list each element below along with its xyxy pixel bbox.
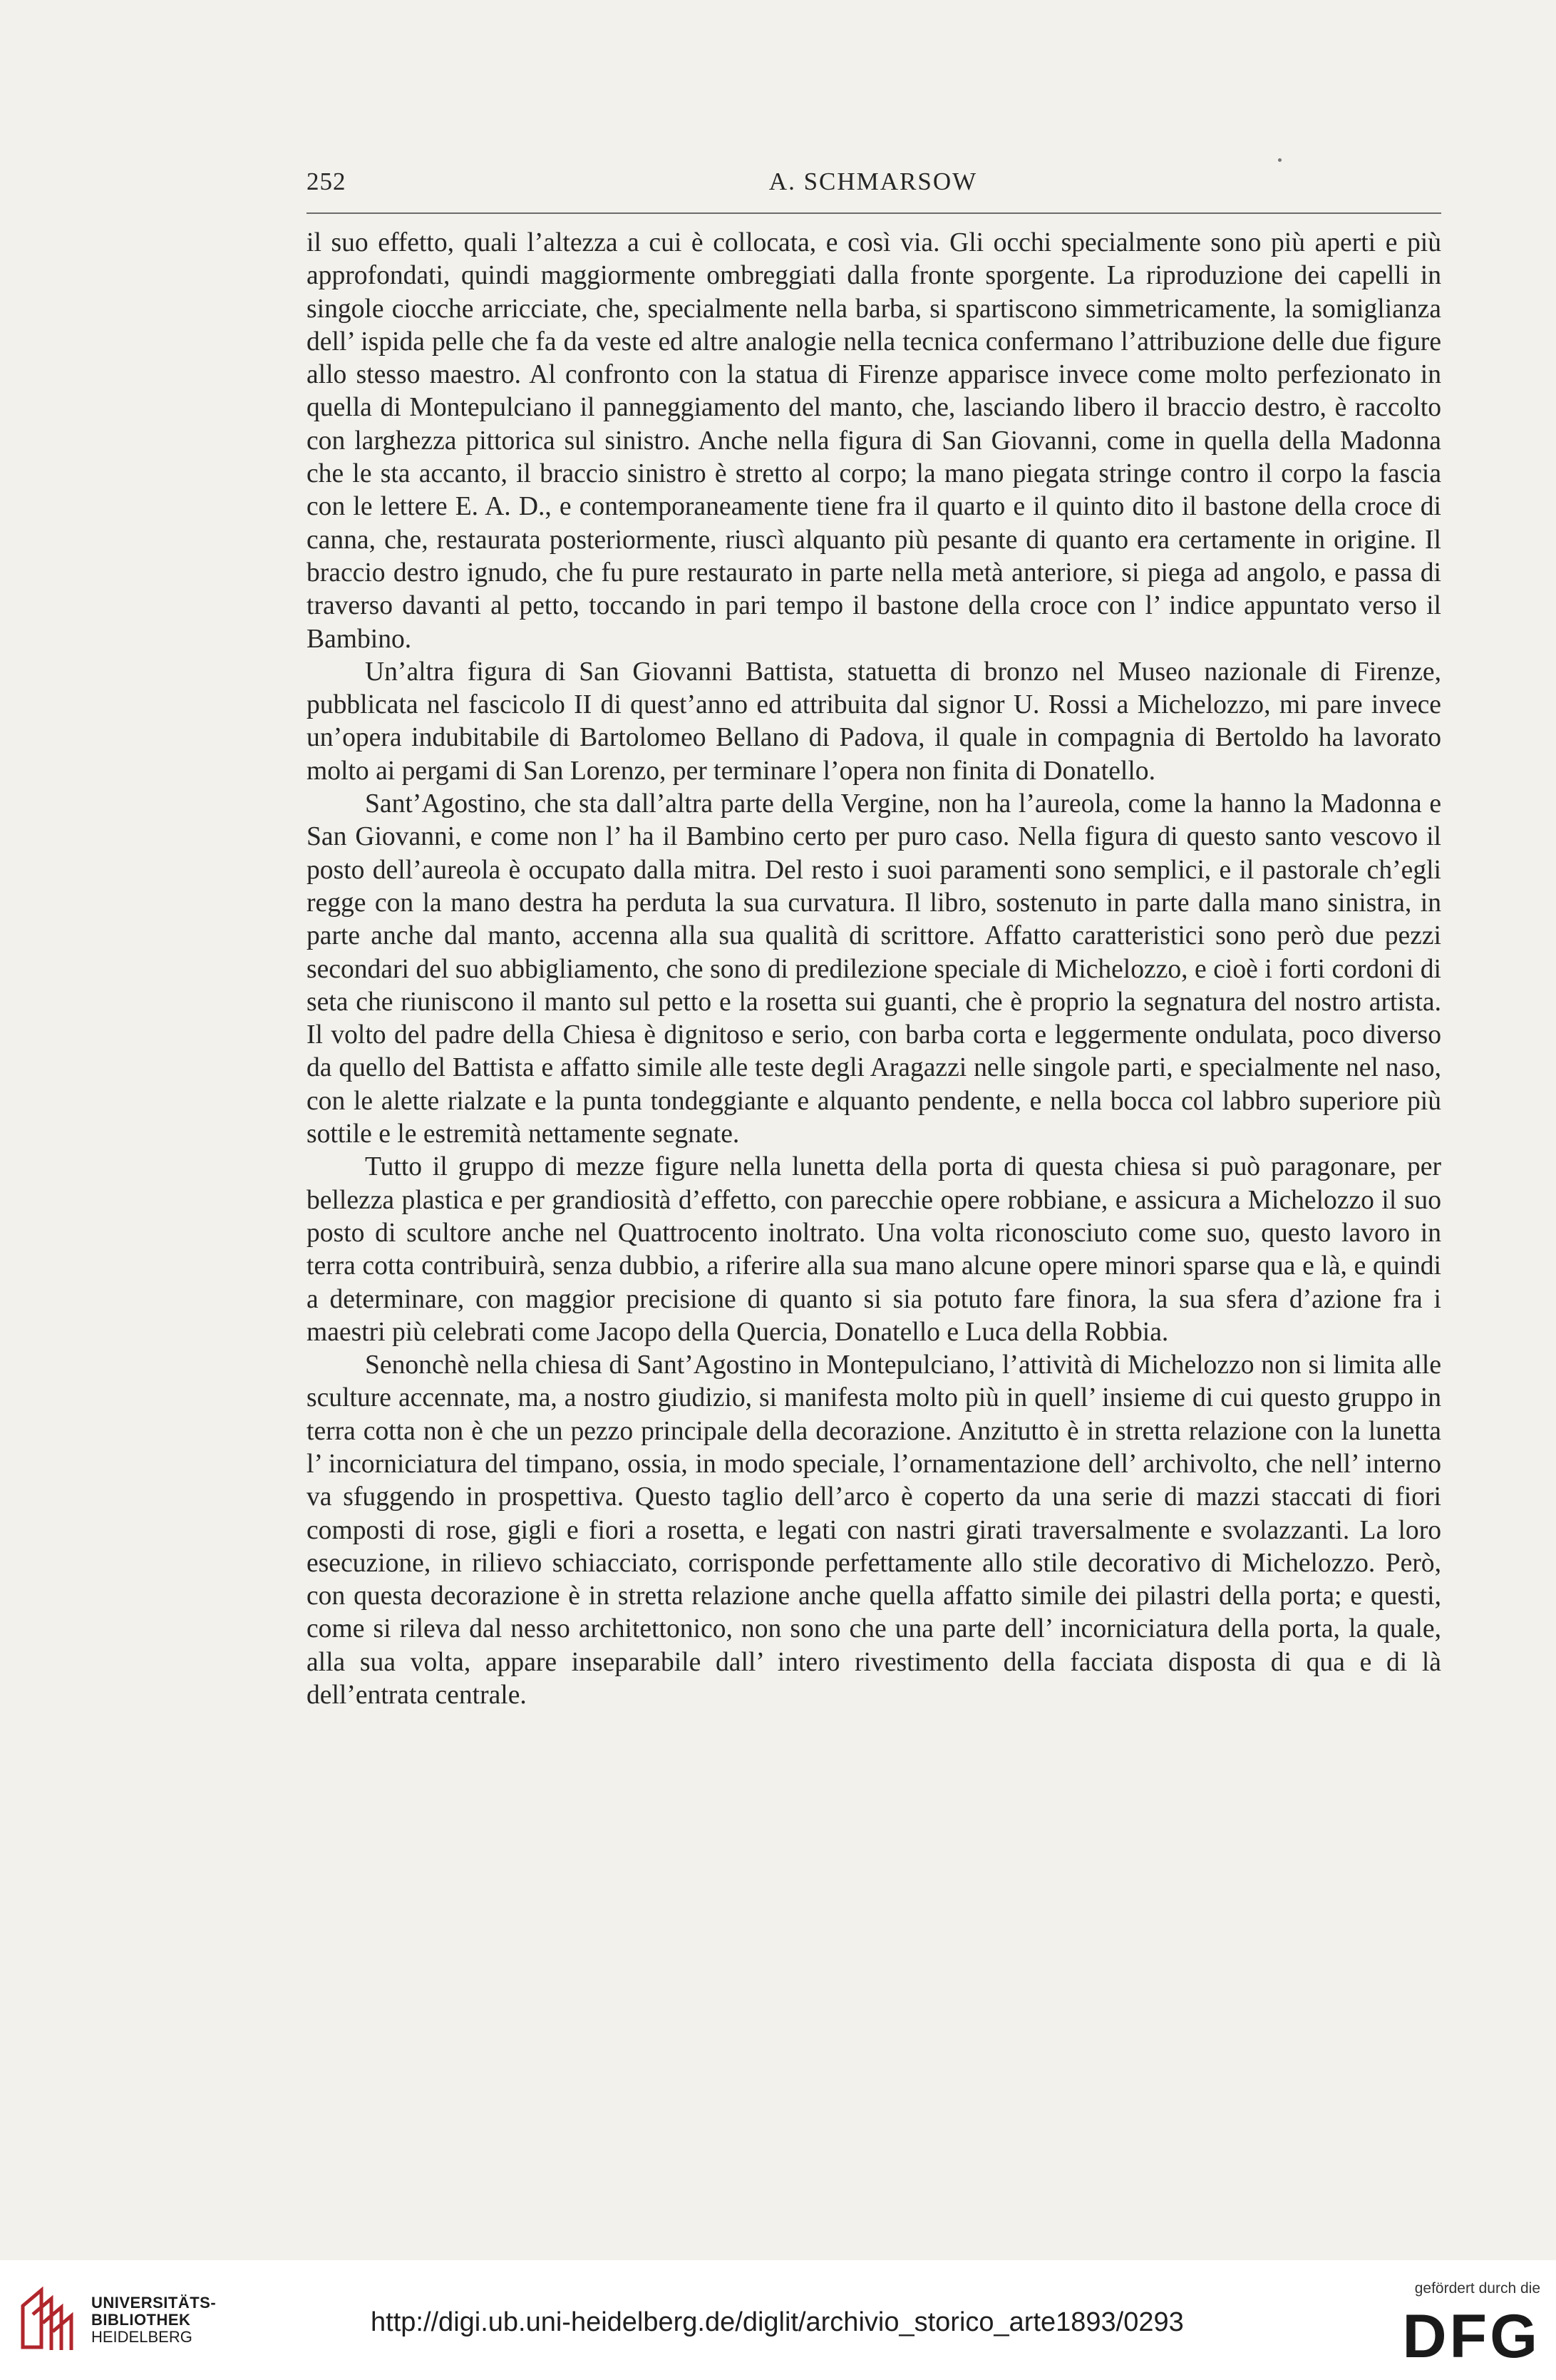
header-rule	[306, 212, 1441, 214]
permalink-url[interactable]: http://digi.ub.uni-heidelberg.de/diglit/archivio_storico_arte1893/0293	[371, 2307, 1184, 2337]
running-head: A. SCHMARSOW	[768, 168, 978, 195]
library-name-line: HEIDELBERG	[91, 2328, 192, 2346]
paragraph: Tutto il gruppo di mezze figure nella lunetta della porta di questa chiesa si può paragonare, per bellezza plastica e per grandiosità d’effetto, con parecchie opere robbiane, e assicura a Michelozzo il suo posto di scultore anche nel Quattrocento inoltrato. Una volta riconosciuto come suo, questo lavoro in terra cotta contribuirà, senza dubbio, a riferire alla sua mano alcune opere minori sparse qua e là, e quindi a determinare, con maggior precisione di quanto si sia potuto fare finora, la sua sfera d’azione fra i maestri più celebrati come Jacopo della Quercia, Donatello e Luca della Robbia.	[306, 1152, 1441, 1347]
university-library-logo-icon	[16, 2286, 84, 2354]
page-header	[306, 168, 1440, 210]
library-name	[91, 2294, 216, 2346]
funding-label: gefördert durch die	[1414, 2280, 1540, 2297]
scan-speck	[1278, 158, 1282, 162]
paragraph: Sant’Agostino, che sta dall’altra parte della Vergine, non ha l’aureola, come la hanno la Madonna e San Giovanni, e come non l’ ha il Bambino certo per puro caso. Nella figura di questo santo vescovo il posto dell’aureola è occupato dalla mitra. Del resto i suoi paramenti sono semplici, e il pastorale ch’egli regge con la mano destra ha perduta la sua curvatura. Il libro, sostenuto in parte dalla mano sinistra, in parte anche dal manto, accenna alla sua qualità di scrittore. Affatto caratteristici sono però due pezzi secondari del suo abbigliamento, che sono di predilezione speciale di Michelozzo, e cioè i forti cordoni di seta che riuniscono il manto sul petto e la rosetta sui guanti, che è proprio la segnatura del nostro artista. Il volto del padre della Chiesa è dignitoso e serio, con barba corta e leggermente ondulata, poco diverso da quello del Battista e affatto simile alle teste degli Aragazzi nelle singole parti, e specialmente nel naso, con le alette rialzate e la punta tondeggiante e alquanto pendente, e nella bocca col labbro superiore più sottile e le estremità nettamente segnate.	[306, 789, 1441, 1149]
library-name-line: BIBLIOTHEK	[91, 2311, 191, 2329]
library-name-line: UNIVERSITÄTS-	[91, 2294, 217, 2312]
page-number: 252	[306, 168, 346, 195]
paragraph: Un’altra figura di San Giovanni Battista, statuetta di bronzo nel Museo nazionale di Firenze, pubblicata nel fascicolo II di quest’anno ed attribuita dal signor U. Rossi a Michelozzo, mi pare invece un’opera indubitabile di Bartolomeo Bellano di Padova, il quale in compagnia di Bertoldo ha lavorato molto ai pergami di San Lorenzo, per terminare l’opera non finita di Donatello.	[306, 657, 1441, 786]
digitization-footer	[0, 2260, 1556, 2380]
dfg-logo: DFG	[1402, 2302, 1540, 2371]
body-text	[306, 227, 1441, 1712]
paragraph: Senonchè nella chiesa di Sant’Agostino in Montepulciano, l’attività di Michelozzo non si limita alle sculture accennate, ma, a nostro giudizio, si manifesta molto più in quell’ insieme di cui questo gruppo in terra cotta non è che un pezzo principale della decorazione. Anzitutto è in stretta relazione con la lunetta l’ incorniciatura del timpano, ossia, in modo speciale, l’ornamentazione dell’ archivolto, che nell’ interno va sfuggendo in prospettiva. Questo taglio dell’arco è coperto da una serie di mazzi staccati di fiori composti di rose, gigli e fiori a rosetta, e legati con nastri girati traversalmente e svolazzanti. La loro esecuzione, in rilievo schiacciato, corrisponde perfettamente allo stile decorativo di Michelozzo. Però, con questa decorazione è in stretta relazione anche quella affatto simile dei pilastri della porta; e questi, come si rileva dal nesso architettonico, non sono che una parte dell’ incorniciatura della porta, la quale, alla sua volta, appare inseparabile dall’ intero rivestimento della facciata disposta di qua e di là dell’entrata centrale.	[306, 1350, 1441, 1710]
paragraph: il suo effetto, quali l’altezza a cui è collocata, e così via. Gli occhi specialmente sono più aperti e più approfondati, quindi maggiormente ombreggiati dalla fronte sporgente. La riproduzione dei capelli in singole ciocche arricciate, che, specialmente nella barba, si spartiscono simmetricamente, la somiglianza dell’ ispida pelle che fa da veste ed altre analogie nella tecnica confermano l’attribuzione delle due figure allo stesso maestro. Al confronto con la statua di Firenze apparisce invece come molto perfezionato in quella di Montepulciano il panneggiamento del manto, che, lasciando libero il braccio destro, è raccolto con larghezza pittorica sul sinistro. Anche nella figura di San Giovanni, come in quella della Madonna che le sta accanto, il braccio sinistro è stretto al corpo; la mano piegata stringe contro il corpo la fascia con le lettere E. A. D., e contemporaneamente tiene fra il quarto e il quinto dito il bastone della croce di canna, che, restaurata posteriormente, riuscì alquanto più pesante di quanto era certamente in origine. Il braccio destro ignudo, che fu pure restaurato in parte nella metà anteriore, si piega ad angolo, e passa di traverso davanti al petto, toccando in pari tempo il bastone della croce con l’ indice appuntato verso il Bambino.	[306, 228, 1441, 654]
